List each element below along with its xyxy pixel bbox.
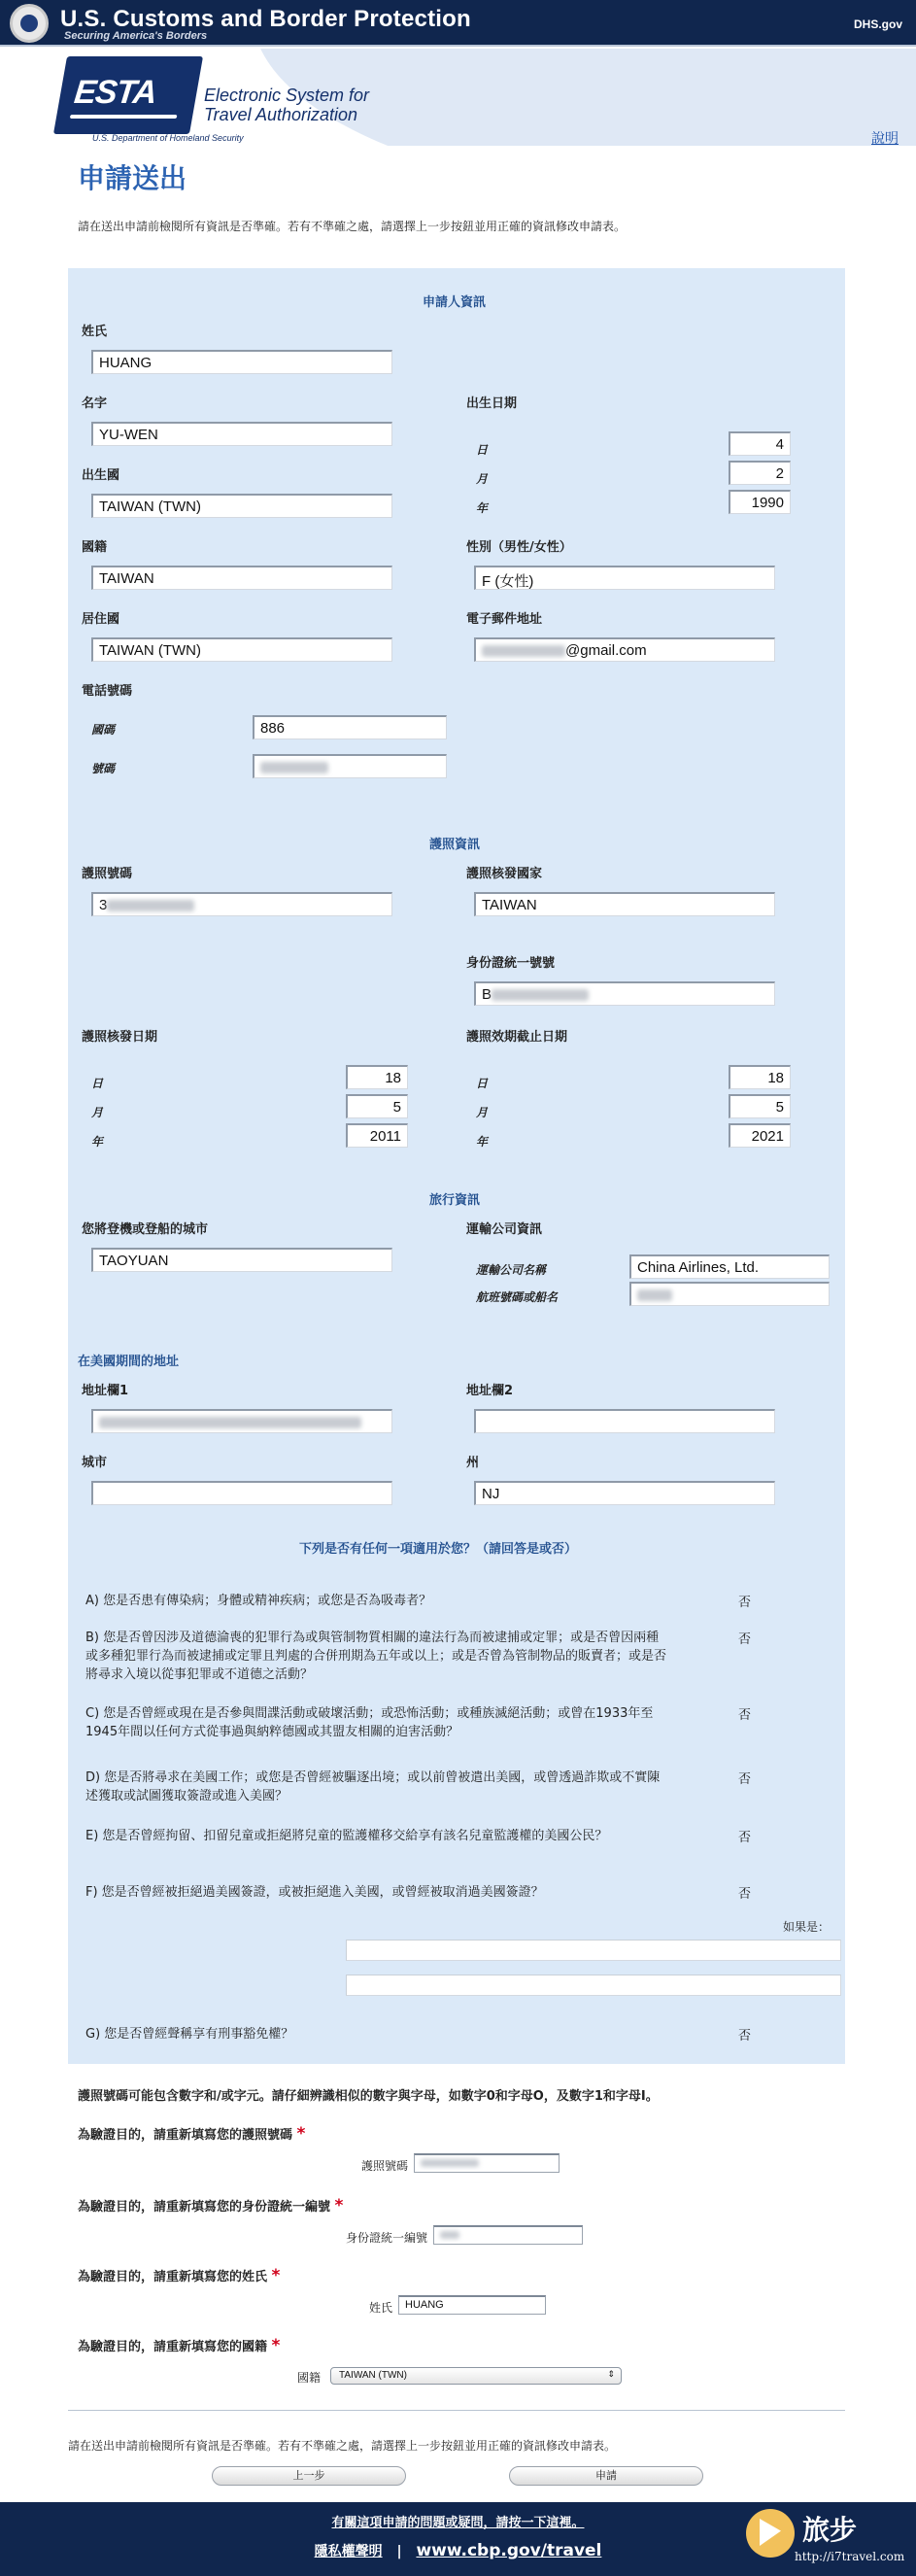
watermark xyxy=(746,2505,911,2575)
residence-field: TAIWAN (TWN) xyxy=(91,637,392,662)
expiry-date-label: 護照效期截止日期 xyxy=(466,1030,568,1045)
passport-char-note: 護照號碼可能包含數字和/或字元。請仔細辨識相似的數字與字母，如數字0和字母O，及數字1和字母I。 xyxy=(78,2089,659,2104)
residence-label: 居住國 xyxy=(82,612,120,627)
if-yes-label: 如果是： xyxy=(783,1920,831,1934)
cbp-title: U.S. Customs and Border Protection xyxy=(60,6,471,32)
surname-label: 姓氏 xyxy=(82,325,108,339)
passport-number-field xyxy=(91,892,392,916)
departure-city-label: 您將登機或登船的城市 xyxy=(82,1222,209,1237)
verify-passport-input[interactable] xyxy=(414,2153,560,2173)
state-field: NJ xyxy=(474,1481,775,1505)
answer-b: 否 xyxy=(738,1632,752,1647)
required-mark: * xyxy=(334,2196,344,2215)
expiry-day-label: 日 xyxy=(476,1077,489,1090)
watermark-logo-icon xyxy=(746,2509,795,2558)
expiry-month-label: 月 xyxy=(476,1106,489,1119)
nationality-field: TAIWAN xyxy=(91,566,392,590)
answer-f: 否 xyxy=(738,1887,752,1902)
bottom-note: 請在送出申請前檢閱所有資訊是否準確。若有不準確之處，請選擇上一步按鈕並用正確的資訊修改申請表。 xyxy=(68,2439,617,2453)
address-line1-label: 地址欄1 xyxy=(82,1384,129,1398)
answer-c: 否 xyxy=(738,1708,752,1723)
birth-country-field: TAIWAN (TWN) xyxy=(91,494,392,518)
carrier-info-label: 運輸公司資訊 xyxy=(466,1222,543,1237)
expiry-year-label: 年 xyxy=(476,1135,489,1149)
phone-number-field xyxy=(253,754,447,778)
answer-g: 否 xyxy=(738,2029,752,2044)
esta-department: U.S. Department of Homeland Security xyxy=(92,133,244,143)
divider xyxy=(68,2410,845,2411)
dob-label: 出生日期 xyxy=(466,396,518,411)
applicant-section-title: 申請人資訊 xyxy=(423,295,487,310)
dob-year-label: 年 xyxy=(476,501,489,515)
privacy-link[interactable]: 隱私權聲明 xyxy=(314,2544,383,2559)
verify-nationality-select[interactable] xyxy=(330,2367,622,2385)
verify-surname-prompt xyxy=(78,2266,280,2285)
issuing-country-label: 護照核發國家 xyxy=(466,867,543,881)
given-name-label: 名字 xyxy=(82,396,108,411)
faq-link[interactable]: 有關這項申請的問題或疑問，請按一下這裡。 xyxy=(331,2516,585,2530)
nationality-label: 國籍 xyxy=(82,540,108,555)
expiry-day-field: 18 xyxy=(729,1065,791,1089)
required-mark: * xyxy=(271,2336,281,2355)
verify-id-label: 身份證統一編號 xyxy=(345,2231,427,2245)
redacted-email-user xyxy=(482,645,565,657)
passport-number-label: 護照號碼 xyxy=(82,867,133,881)
given-name-field: YU-WEN xyxy=(91,422,392,446)
national-id-field xyxy=(474,981,775,1006)
where-field xyxy=(346,1975,841,1996)
verify-id-prompt xyxy=(78,2196,343,2215)
question-a: A) 您是否患有傳染病；身體或精神疾病；或您是否為吸毒者？ xyxy=(85,1594,432,1608)
previous-button[interactable]: 上一步 xyxy=(212,2466,406,2486)
esta-swoosh xyxy=(70,115,178,119)
questions-heading: 下列是否有任何一項適用於您？（請回答是或否） xyxy=(299,1542,578,1557)
expiry-month-field: 5 xyxy=(729,1094,791,1118)
esta-name-line1: Electronic System for xyxy=(204,86,370,105)
watermark-brand: 旅步 xyxy=(802,2514,858,2546)
review-panel xyxy=(68,268,845,2064)
help-link[interactable]: 說明 xyxy=(871,131,899,146)
email-field xyxy=(474,637,775,662)
issue-month-label: 月 xyxy=(91,1106,104,1119)
esta-logo-text: ESTA xyxy=(72,74,158,111)
national-id-label: 身份證統一號號 xyxy=(466,956,556,971)
verify-nationality-prompt-text: 為驗證目的，請重新填寫您的國籍 xyxy=(78,2340,268,2354)
dhs-link[interactable]: DHS.gov xyxy=(853,17,902,31)
cbp-travel-link[interactable]: www.cbp.gov/travel xyxy=(416,2541,602,2560)
issue-day-field: 18 xyxy=(346,1065,408,1089)
verify-passport-label: 護照號碼 xyxy=(360,2159,408,2173)
verify-nationality-label: 國籍 xyxy=(296,2371,321,2385)
surname-field: HUANG xyxy=(91,350,392,374)
answer-d: 否 xyxy=(738,1772,752,1787)
verify-surname-prompt-text: 為驗證目的，請重新填寫您的姓氏 xyxy=(78,2270,268,2284)
question-f: F) 您是否曾經被拒絕過美國簽證，或被拒絕進入美國，或曾經被取消過美國簽證？ xyxy=(85,1885,544,1900)
page-title: 申請送出 xyxy=(78,162,187,194)
required-mark: * xyxy=(271,2266,281,2285)
verify-passport-prompt-text: 為驗證目的，請重新填寫您的護照號碼 xyxy=(78,2128,293,2143)
flight-number-field xyxy=(629,1282,830,1306)
address-line2-label: 地址欄2 xyxy=(466,1384,514,1398)
phone-label: 電話號碼 xyxy=(82,684,133,699)
esta-full-name xyxy=(204,86,369,124)
question-e: E) 您是否曾經拘留、扣留兒童或拒絕將兒童的監護權移交給享有該名兒童監護權的美國公民？ xyxy=(85,1829,608,1843)
required-mark: * xyxy=(296,2124,306,2144)
esta-name-line2: Travel Authorization xyxy=(204,105,358,124)
issue-month-field: 5 xyxy=(346,1094,408,1118)
email-label: 電子郵件地址 xyxy=(466,612,543,627)
verify-surname-input[interactable]: HUANG xyxy=(398,2295,546,2315)
city-label: 城市 xyxy=(82,1456,108,1470)
cbp-subtitle: Securing America's Borders xyxy=(64,30,208,42)
carrier-name-label: 運輸公司名稱 xyxy=(476,1263,547,1277)
esta-logo xyxy=(53,56,203,134)
issue-year-label: 年 xyxy=(91,1135,104,1149)
expiry-year-field: 2021 xyxy=(729,1123,791,1148)
departure-city-field: TAOYUAN xyxy=(91,1248,392,1272)
dob-month-field: 2 xyxy=(729,461,791,485)
verify-id-input[interactable] xyxy=(433,2225,583,2245)
redacted-passport xyxy=(107,900,194,911)
esta-banner xyxy=(0,49,916,146)
question-g: G) 您是否曾經聲稱享有刑事豁免權？ xyxy=(85,2027,294,2042)
address-line1-field xyxy=(91,1409,392,1433)
redacted-address xyxy=(99,1417,361,1428)
country-code-label: 國碼 xyxy=(91,723,116,737)
issue-day-label: 日 xyxy=(91,1077,104,1090)
redacted-verify-passport xyxy=(421,2159,479,2167)
phone-number-label: 號碼 xyxy=(91,762,116,775)
passport-number-prefix: 3 xyxy=(99,897,108,913)
submit-button[interactable]: 申請 xyxy=(509,2466,703,2486)
redacted-phone xyxy=(260,762,328,773)
dob-day-label: 日 xyxy=(476,443,489,457)
question-b: B) 您是否曾因涉及道德淪喪的犯罪行為或與管制物質相關的違法行為而被逮捕或定罪；或是否曾因兩種或多種犯罪行為而被逮捕或定罪且判處的合併刑期為五年或以上；或是否曾為管制物品的販賣者；或是否將尋求入境以從事犯罪或不道德之活動？ xyxy=(85,1631,667,1682)
issuing-country-field: TAIWAN xyxy=(474,892,775,916)
us-address-section-title: 在美國期間的地址 xyxy=(78,1355,180,1369)
email-domain: @gmail.com xyxy=(565,642,647,659)
question-c: C) 您是否曾經或現在是否參與間諜活動或破壞活動；或恐怖活動；或種族滅絕活動；或曾在1933年至1945年間以任何方式從事過與納粹德國或其盟友相關的迫害活動？ xyxy=(85,1706,654,1739)
flight-number-label: 航班號碼或船名 xyxy=(476,1290,559,1304)
cbp-header-bar xyxy=(0,0,916,47)
answer-e: 否 xyxy=(738,1831,752,1845)
verify-surname-label: 姓氏 xyxy=(368,2301,392,2315)
dob-month-label: 月 xyxy=(476,472,489,486)
footer-separator: | xyxy=(396,2544,402,2559)
redacted-verify-id xyxy=(440,2231,459,2239)
gender-label: 性別（男性/女性） xyxy=(466,540,572,555)
passport-section-title: 護照資訊 xyxy=(429,838,481,852)
dob-day-field: 4 xyxy=(729,431,791,456)
dhs-seal-icon xyxy=(10,4,49,43)
intro-text: 請在送出申請前檢閱所有資訊是否準確。若有不準確之處，請選擇上一步按鈕並用正確的資訊修改申請表。 xyxy=(78,220,627,233)
travel-section-title: 旅行資訊 xyxy=(429,1193,481,1208)
country-code-field: 886 xyxy=(253,715,447,739)
address-line2-field xyxy=(474,1409,775,1433)
verify-nationality-prompt xyxy=(78,2336,280,2355)
redacted-national-id xyxy=(492,989,589,1001)
state-label: 州 xyxy=(466,1456,480,1470)
when-field xyxy=(346,1940,841,1961)
watermark-url: http://i7travel.com xyxy=(795,2550,905,2563)
redacted-flight xyxy=(637,1289,672,1301)
verify-passport-prompt xyxy=(78,2124,305,2144)
issue-date-label: 護照核發日期 xyxy=(82,1030,158,1045)
question-d: D) 您是否將尋求在美國工作；或您是否曾經被驅逐出境；或以前曾被遣出美國，或曾透過詐欺或不實陳述獲取或試圖獲取簽證或進入美國？ xyxy=(85,1770,661,1803)
carrier-name-field: China Airlines, Ltd. xyxy=(629,1254,830,1279)
verify-nationality-value: TAIWAN (TWN) xyxy=(339,2370,407,2381)
verify-id-prompt-text: 為驗證目的，請重新填寫您的身份證統一編號 xyxy=(78,2200,331,2215)
dob-year-field: 1990 xyxy=(729,490,791,514)
select-arrows-icon: ⇕ xyxy=(607,2369,615,2379)
answer-a: 否 xyxy=(738,1596,752,1610)
issue-year-field: 2011 xyxy=(346,1123,408,1148)
national-id-prefix: B xyxy=(482,986,492,1003)
gender-field: F (女性) xyxy=(474,566,775,590)
city-field xyxy=(91,1481,392,1505)
birth-country-label: 出生國 xyxy=(82,468,120,483)
